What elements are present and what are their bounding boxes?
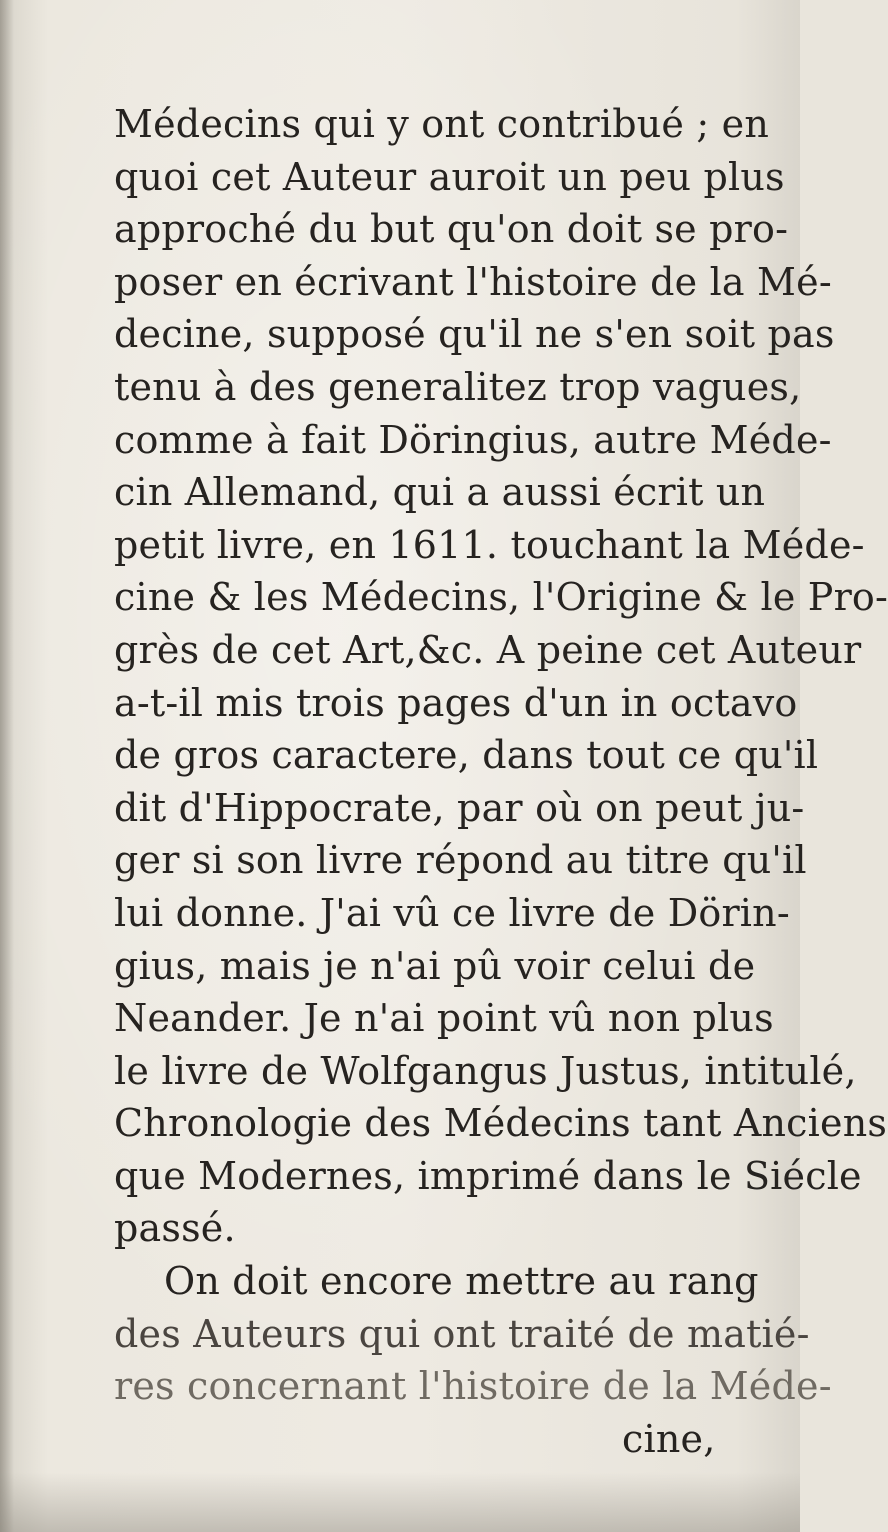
text-line: gius, mais je n'ai pû voir celui de bbox=[114, 943, 756, 988]
page-gutter-shadow bbox=[0, 0, 14, 1532]
text-line: cine & les Médecins, l'Origine & le Pro- bbox=[114, 575, 888, 620]
page-text bbox=[114, 98, 888, 1465]
text-line: decine, supposé qu'il ne s'en soit pas bbox=[114, 312, 835, 357]
text-line: dit d'Hippocrate, par où on peut ju- bbox=[114, 785, 805, 830]
text-line: ger si son livre répond au titre qu'il bbox=[114, 838, 807, 883]
text-line: petit livre, en 1611. touchant la Méde- bbox=[114, 522, 865, 567]
text-line: poser en écrivant l'histoire de la Mé- bbox=[114, 259, 832, 304]
text-line: a-t-il mis trois pages d'un in octavo bbox=[114, 680, 798, 725]
catchword: cine, bbox=[622, 1416, 716, 1461]
text-line: passé. bbox=[114, 1206, 236, 1251]
text-line: le livre de Wolfgangus Justus, intitulé, bbox=[114, 1048, 857, 1093]
text-line: grès de cet Art,&c. A peine cet Auteur bbox=[114, 627, 862, 672]
text-line: que Modernes, imprimé dans le Siécle bbox=[114, 1153, 862, 1198]
text-line: Médecins qui y ont contribué ; en bbox=[114, 102, 770, 146]
text-line: Chronologie des Médecins tant Anciens bbox=[114, 1101, 888, 1146]
text-line: lui donne. J'ai vû ce livre de Dörin- bbox=[114, 890, 790, 935]
text-line: des Auteurs qui ont traité de matié- bbox=[114, 1311, 810, 1356]
text-line: Neander. Je n'ai point vû non plus bbox=[114, 996, 774, 1041]
text-line: tenu à des generalitez trop vagues, bbox=[114, 364, 802, 409]
page-bottom-shadow bbox=[0, 1472, 800, 1532]
text-line: de gros caractere, dans tout ce qu'il bbox=[114, 733, 819, 778]
text-line: approché du but qu'on doit se pro- bbox=[114, 207, 789, 252]
text-line: res concernant l'histoire de la Méde- bbox=[114, 1364, 832, 1409]
text-line: cin Allemand, qui a aussi écrit un bbox=[114, 470, 766, 515]
paragraph-first-line: On doit encore mettre au rang bbox=[164, 1259, 759, 1304]
text-line: comme à fait Döringius, autre Méde- bbox=[114, 417, 832, 462]
text-line: quoi cet Auteur auroit un peu plus bbox=[114, 154, 785, 199]
